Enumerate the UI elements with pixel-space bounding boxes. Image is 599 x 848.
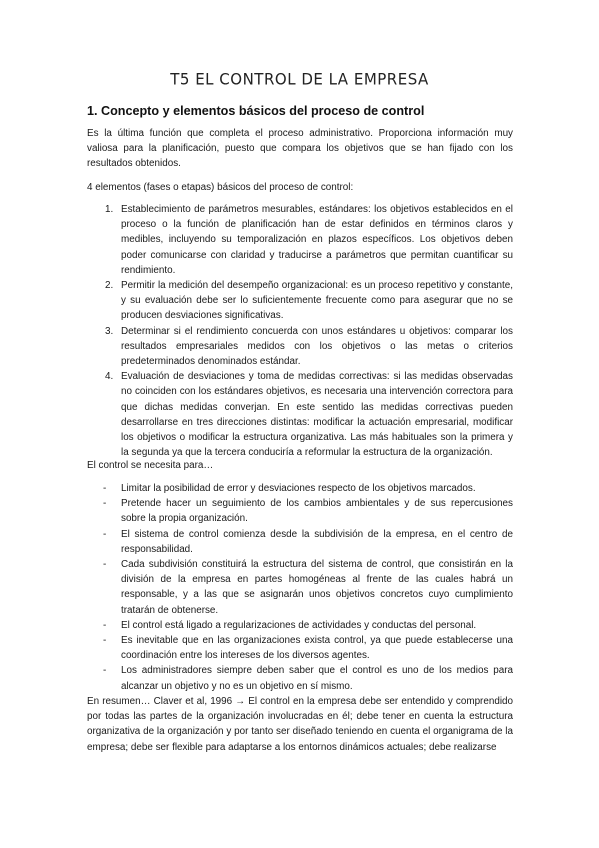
dash-bullet: - [103, 619, 107, 631]
list-item [87, 202, 513, 278]
list-item [87, 324, 513, 370]
list-item-text: Determinar si el rendimiento concuerda con unos estándares u objetivos: comparar los resultados empresariales medidos con los objetivos o las metas o criterios predeterminados denominados estándar. [121, 325, 513, 368]
list-item-text: Evaluación de desviaciones y toma de medidas correctivas: si las medidas observadas no coinciden con los estándares objetivos, es necesaria una intervención correctora para que dichas medidas converjan. En este sentido las medidas correctivas pueden desarrollarse en tres direcciones distintas: modificar la actuación empresarial, modificar los objetivos o modificar la estructura organizativa. Las más habituales son la primera y la segunda ya que la tercera conduciría a reformular la estructura de la organización. [121, 371, 513, 459]
list-item-text: Limitar la posibilidad de error y desviaciones respecto de los objetivos marcados. [121, 483, 476, 494]
list-item-text: Los administradores siempre deben saber que el control es uno de los medios para alcanzar un objetivo y no es un objetivo en sí mismo. [121, 665, 513, 692]
section-heading: 1. Concepto y elementos básicos del proceso de control [87, 104, 425, 118]
list-item [87, 369, 513, 460]
list-item-text: El sistema de control comienza desde la subdivisión de la empresa, en el centro de responsabilidad. [121, 528, 513, 555]
intro-paragraph: Es la última función que completa el proceso administrativo. Proporciona información muy valiosa para la planificación, puesto que compara los objetivos que se han fijado con los resultados obtenidos. [87, 128, 513, 170]
dash-bullet: - [103, 559, 107, 571]
summary-paragraph: En resumen… Claver et al, 1996 → El control en la empresa debe ser entendido y comprendido por todas las partes de la organización involucradas en él; debe tener en cuenta la estructura organizativa de la organización y por tanto ser diseñado teniendo en cuenta el organigrama de la empresa; debe ser flexible para adaptarse a los entornos dinámicos actuales; debe realizarse [87, 696, 513, 753]
list-item [87, 663, 513, 693]
list-item-text: Pretende hacer un seguimiento de los cambios ambientales y de sus repercusiones sobre la propia organización. [121, 498, 513, 525]
dash-bullet: - [103, 528, 107, 540]
list-item-text: Cada subdivisión constituirá la estructura del sistema de control, que consistirán en la división de la empresa en partes homogéneas al frente de las cuales habrá un responsable, y a las que se asignarán unos objetivos concretos cuyo cumplimiento tratarán de obtenerse. [121, 559, 513, 616]
list-item [87, 527, 513, 557]
list-item [87, 278, 513, 324]
elements-list [87, 202, 513, 460]
list-item-text: Es inevitable que en las organizaciones exista control, ya que puede establecerse una coordinación entre los intereses de los diversos agentes. [121, 635, 513, 662]
list-item [87, 481, 513, 496]
list-item-text: El control está ligado a regularizaciones de actividades y conductas del personal. [121, 619, 477, 631]
list-number: 4. [105, 371, 114, 383]
list-item-text: Permitir la medición del desempeño organizacional: es un proceso repetitivo y constante, y su evaluación debe ser lo suficientemente frecuente como para asegurar que no se producen desviaciones significativas. [121, 280, 513, 322]
list-item [87, 633, 513, 663]
elements-intro-paragraph: 4 elementos (fases o etapas) básicos del proceso de control: [87, 182, 354, 193]
list-item-text: Establecimiento de parámetros mesurables, estándares: los objetivos establecidos en el proceso o la función de planificación han de estar definidos en términos claros y medibles, incluyendo su temporalización en plazos específicos. Los objetivos deben poder comunicarse con claridad y traducirse a parámetros que permitan cuantificar su rendimiento. [121, 204, 513, 276]
needs-list [87, 481, 513, 694]
list-item [87, 618, 513, 633]
dash-bullet: - [103, 665, 107, 677]
list-number: 1. [105, 204, 114, 215]
list-item [87, 496, 513, 526]
list-number: 3. [105, 325, 114, 337]
list-number: 2. [105, 280, 114, 292]
document-title: T5 EL CONTROL DE LA EMPRESA [170, 69, 429, 89]
list-item [87, 557, 513, 618]
needs-intro-paragraph: El control se necesita para… [87, 460, 214, 471]
dash-bullet: - [103, 635, 107, 647]
dash-bullet: - [103, 498, 107, 510]
dash-bullet: - [103, 483, 107, 494]
